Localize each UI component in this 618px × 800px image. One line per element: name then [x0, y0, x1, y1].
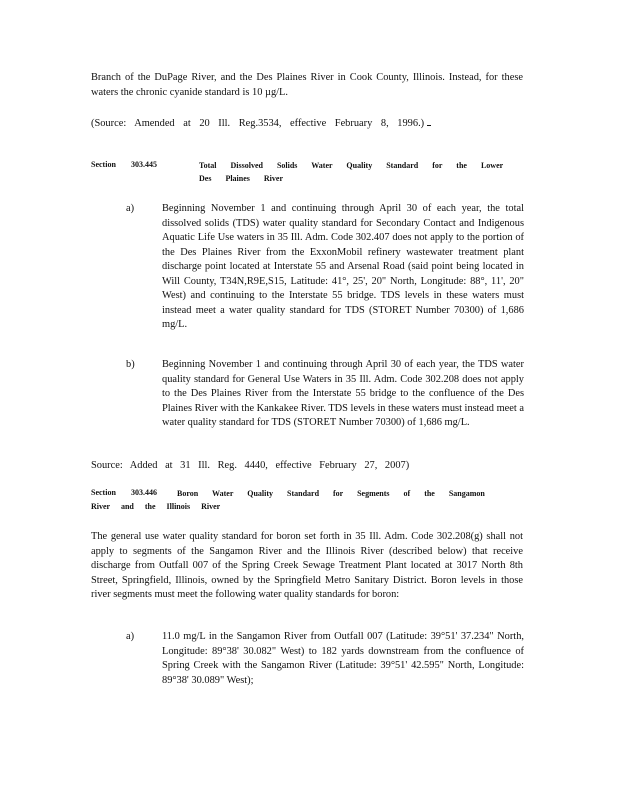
section-title-line1: Boron Water Quality Standard for Segments of the Sangamon: [177, 489, 485, 498]
item-a-text: 11.0 mg/L in the Sangamon River from Outfall 007 (Latitude: 39°51' 37.234" North, Longitude: 89°38' 30.082" West) to 182 yards downstream from the confluence of Spring Creek with the Sangamon River (Latitude: 39°51' 42.595" North, Longitude: 89°38' 30.089" West);: [162, 631, 524, 686]
section-label: Section: [91, 488, 116, 497]
underline-mark: [427, 116, 431, 126]
item-a-label: a): [126, 203, 135, 214]
intro-paragraph: Branch of the DuPage River, and the Des Plaines River in Cook County, Illinois. Instead, for these waters the chronic cyanide standard is 10 µg/L.: [91, 72, 523, 98]
item-a-label: a): [126, 631, 135, 642]
section-title-line2: River and the Illinois River: [91, 502, 221, 511]
section-label: Section: [91, 160, 116, 169]
item-b-label: b): [126, 359, 135, 370]
item-a-text: Beginning November 1 and continuing through April 30 of each year, the total dissolved solids (TDS) water quality standard for Secondary Contact and Indigenous Aquatic Life Use waters in 35 Ill. Adm. Code 302.407 does not apply to the portion of the Des Plaines River from the ExxonMobil refinery wastewater treatment plant discharge point located at Interstate 55 and Arsenal Road (said point being located in Will County, T34N,R9E,S15, Latitude: 41°, 25', 20" North, Longitude: 88°, 11', 20" West) and continuing to the Interstate 55 bridge. TDS levels in these waters must instead meet a water quality standard for TDS (STORET Number 70300) of 1,686 mg/L.: [162, 203, 524, 330]
section-number: 303.445: [131, 160, 157, 169]
section-303-446-body: The general use water quality standard for boron set forth in 35 Ill. Adm. Code 302.208(g) shall not apply to segments of the Sangamon River and the Illinois River (described below) that receive discharge from Outfall 007 of the Spring Creek Sewage Treatment Plant located at 3017 North 8th Street, Springfield, Illinois, owned by the Springfield Metro Sanitary District. Boron levels in those river segments must meet the following water quality standards for boron:: [91, 531, 523, 600]
intro-source: (Source: Amended at 20 Ill. Reg.3534, effective February 8, 1996.): [91, 116, 523, 132]
section-303-446-heading: [91, 488, 521, 516]
section-303-445-source: Source: Added at 31 Ill. Reg. 4440, effective February 27, 2007): [91, 460, 410, 471]
section-number: 303.446: [131, 488, 157, 497]
section-title: Total Dissolved Solids Water Quality Standard for the Lower Des Plaines River: [199, 161, 504, 183]
item-b-text: Beginning November 1 and continuing through April 30 of each year, the TDS water quality standard for General Use Waters in 35 Ill. Adm. Code 302.208 does not apply to the Des Plaines River from the Interstate 55 bridge to the confluence of the Des Plaines River with the Kankakee River. TDS levels in these waters must instead meet a water quality standard for TDS (STORET Number 70300) of 1,686 mg/L.: [162, 359, 524, 428]
